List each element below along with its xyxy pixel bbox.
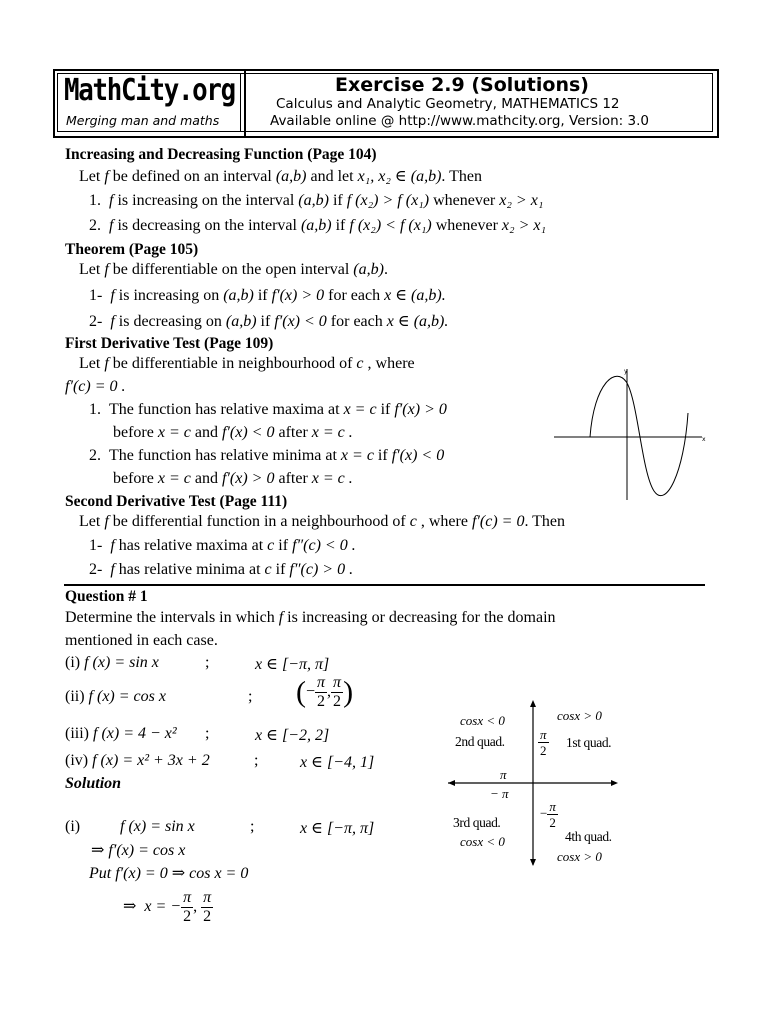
sol-i-semicolon: ; — [250, 818, 255, 835]
s3-fpc: f′(c) = 0 . — [65, 378, 126, 395]
sol-put-zero: Put f′(x) = 0 ⇒ cos x = 0 — [89, 865, 249, 882]
section-divider — [64, 584, 705, 586]
quad4-label: 4th quad. — [565, 829, 612, 844]
section-heading-increasing: Increasing and Decreasing Function (Page 104) — [65, 146, 377, 163]
sol-derivative: ⇒ f′(x) = cos x — [91, 842, 186, 859]
q1-para-line1: Determine the intervals in which f is increasing or decreasing for the domain — [65, 609, 556, 626]
s2-item2: 2- f is decreasing on (a,b) if f′(x) < 0 for each x ∈ (a,b). — [89, 313, 449, 330]
graph-y-label: y — [624, 368, 628, 375]
section-heading-second-derivative: Second Derivative Test (Page 111) — [65, 493, 288, 510]
quad-y-arrow-down — [530, 859, 536, 866]
q1-part-ii-domain: (− $\frac{\pi}{2}$ , $\frac{\pi}{2}$ ) — [296, 674, 354, 710]
sine-curve — [590, 376, 688, 495]
s1-item1: 1. f is increasing on the interval (a,b) if f (x₂) > f (x₁) whenever x₂ > x₁ — [89, 192, 544, 209]
section-heading-first-derivative: First Derivative Test (Page 109) — [65, 335, 274, 352]
section-heading-theorem: Theorem (Page 105) — [65, 241, 199, 258]
sol-i-fx: f (x) = sin x — [120, 818, 195, 835]
quad3-label: 3rd quad. — [453, 815, 501, 830]
page-title: Exercise 2.9 (Solutions) — [335, 74, 589, 96]
s3-item1: 1. The function has relative maxima at x = c if f′(x) > 0 — [89, 401, 447, 418]
graph-x-label: x — [702, 436, 706, 443]
q1-part-iv-semicolon: ; — [254, 752, 259, 769]
quad3-cos-sign: cosx < 0 — [460, 834, 505, 849]
s3-item2b: before x = c and f′(x) > 0 after x = c . — [113, 470, 353, 487]
quad-x-arrow-left — [448, 780, 455, 786]
q1-part-iii-semicolon: ; — [205, 725, 210, 742]
s1-item2: 2. f is decreasing on the interval (a,b) if f (x₂) < f (x₁) whenever x₂ > x₁ — [89, 217, 547, 234]
quad4-cos-sign: cosx > 0 — [557, 849, 602, 864]
q1-part-iv: (iv) f (x) = x² + 3x + 2 — [65, 752, 210, 769]
header-divider — [244, 69, 246, 138]
s1-line0: Let f be defined on an interval (a,b) and let x₁, x₂ ∈ (a,b). Then — [79, 168, 482, 185]
q1-part-i: (i) f (x) = sin x — [65, 654, 159, 671]
s3-item2: 2. The function has relative minima at x = c if f′(x) < 0 — [89, 447, 445, 464]
sol-x-values: ⇒ x = − $\frac{\pi}{2}$ , $\frac{\pi}{2}$ — [123, 889, 212, 925]
quad-minus-pi-label: − π — [490, 786, 509, 801]
page-subtitle: Calculus and Analytic Geometry, MATHEMATICS 12 — [276, 96, 620, 112]
quad-x-arrow-right — [611, 780, 618, 786]
quad1-label: 1st quad. — [566, 735, 612, 750]
site-logo[interactable]: MathCity.org — [64, 73, 235, 108]
quad-neg-pi-half: − $\frac{\pi}{2}$ — [540, 799, 556, 830]
quad-pi-half-top: $\frac{\pi}{2}$ — [540, 727, 547, 758]
s4-item1: 1- f has relative maxima at c if f″(c) < 0 . — [89, 537, 356, 554]
s2-item1: 1- f is increasing on (a,b) if f′(x) > 0 for each x ∈ (a,b). — [89, 287, 446, 304]
solution-heading: Solution — [65, 775, 122, 792]
site-tagline: Merging man and maths — [66, 113, 220, 128]
quad-y-arrow-up — [530, 700, 536, 707]
q1-part-iv-domain: x ∈ [−4, 1] — [300, 754, 375, 771]
quad1-cos-sign: cosx > 0 — [557, 708, 602, 723]
s4-line0: Let f be differential function in a neighbourhood of c , where f′(c) = 0. Then — [79, 513, 566, 530]
q1-part-i-semicolon: ; — [205, 654, 210, 671]
s4-item2: 2- f has relative minima at c if f″(c) > 0 . — [89, 561, 354, 578]
sine-curve-graph — [550, 363, 715, 503]
quad2-cos-sign: cosx < 0 — [460, 713, 505, 728]
s2-line0: Let f be differentiable on the open interval (a,b). — [79, 261, 388, 278]
q1-part-ii-semicolon: ; — [248, 688, 253, 705]
q1-part-ii: (ii) f (x) = cos x — [65, 688, 166, 705]
s3-item1b: before x = c and f′(x) < 0 after x = c . — [113, 424, 353, 441]
quad2-label: 2nd quad. — [455, 734, 505, 749]
sol-i-label: (i) — [65, 818, 81, 835]
q1-part-iii: (iii) f (x) = 4 − x² — [65, 725, 177, 742]
header-divider-inner — [240, 73, 241, 131]
q1-part-i-domain: x ∈ [−π, π] — [255, 656, 330, 673]
availability-link[interactable]: Available online @ http://www.mathcity.org, Version: 3.0 — [270, 113, 649, 129]
q1-part-iii-domain: x ∈ [−2, 2] — [255, 727, 330, 744]
sol-i-domain: x ∈ [−π, π] — [300, 820, 375, 837]
q1-para-line2: mentioned in each case. — [65, 632, 218, 649]
question-heading: Question # 1 — [65, 588, 148, 605]
s3-line0: Let f be differentiable in neighbourhood of c , where — [79, 355, 415, 372]
quad-pi-label: π — [500, 767, 507, 782]
